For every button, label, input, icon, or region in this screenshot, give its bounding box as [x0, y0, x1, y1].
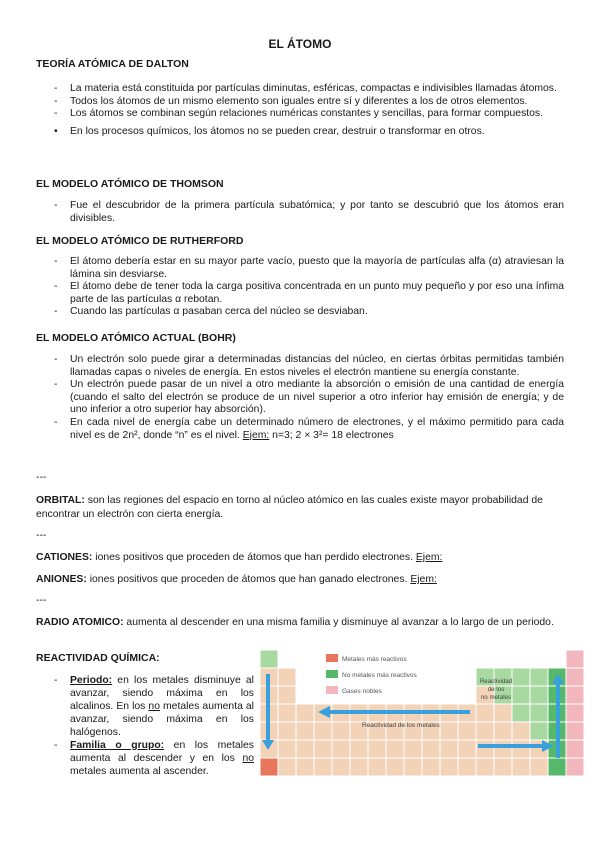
list-item: - Fue el descubridor de la primera partícula subatómica; y por tanto se descubrió que los átomos eran divisibles. [36, 200, 564, 225]
table-cell [422, 740, 440, 758]
reactivity-periodic-table-figure [258, 648, 584, 776]
table-cell [458, 758, 476, 776]
list-item: - Cuando las partículas α pasaban cerca del núcleo se desviaban. [36, 306, 564, 319]
table-cell [476, 704, 494, 722]
legend-nonmetals: No metales más reactivos [342, 672, 417, 679]
aniones-definition [36, 573, 564, 587]
table-cell [494, 740, 512, 758]
separator: --- [36, 472, 47, 483]
table-cell [440, 740, 458, 758]
text: en los metales disminuye al avanzar, siendo máxima en los alcalinos. En los [70, 675, 254, 712]
list-item: - Los átomos se combinan según relaciones numéricas constantes y sencillas, para formar compuestos. [36, 108, 564, 121]
table-cell [278, 686, 296, 704]
table-cell [512, 758, 530, 776]
table-cell [296, 740, 314, 758]
legend-swatch-metals [326, 654, 338, 662]
table-cell [332, 740, 350, 758]
table-cell [494, 722, 512, 740]
definition: aumenta al descender en una misma familia y disminuye al avanzar a lo largo de un periodo. [123, 617, 554, 628]
heading-bohr: EL MODELO ATÓMICO ACTUAL (BOHR) [36, 332, 236, 344]
label-nonmetals-reactivity-line3: no metales [480, 694, 512, 701]
table-cell [314, 758, 332, 776]
list-reactividad [36, 674, 254, 778]
heading-dalton: TEORÍA ATÓMICA DE DALTON [36, 58, 189, 70]
list-bohr [36, 354, 564, 442]
table-cell [512, 722, 530, 740]
table-cell [548, 758, 566, 776]
orbital-definition [36, 494, 564, 521]
table-cell [296, 704, 314, 722]
table-cell [260, 650, 278, 668]
list-item [36, 739, 254, 778]
table-cell [296, 758, 314, 776]
cationes-definition [36, 551, 564, 565]
table-cell [566, 668, 584, 686]
table-cell [260, 758, 278, 776]
legend-noble: Gases nobles [342, 688, 382, 695]
term: RADIO ATOMICO: [36, 617, 124, 628]
example-label: Ejem: [415, 552, 443, 563]
heading-reactividad: REACTIVIDAD QUÍMICA: [36, 652, 160, 664]
list-item: - La materia está constituida por partículas diminutas, esféricas, compactas e indivisibles llamadas átomos. [36, 83, 564, 96]
table-cell [440, 758, 458, 776]
table-cell [278, 740, 296, 758]
definition: iones positivos que proceden de átomos que han ganado electrones. [86, 574, 411, 585]
example-label: Ejem: [242, 429, 270, 441]
table-cell [512, 704, 530, 722]
heading-thomson: EL MODELO ATÓMICO DE THOMSON [36, 178, 224, 190]
list-dalton [36, 83, 564, 138]
table-cell [368, 740, 386, 758]
periodo-label: Periodo: [70, 675, 113, 686]
text: en los metales aumenta al descender y en los [70, 740, 254, 764]
list-rutherford [36, 256, 564, 319]
table-cell [368, 758, 386, 776]
term: ORBITAL: [36, 495, 85, 506]
list-thomson [36, 200, 564, 225]
table-cell [314, 740, 332, 758]
page-title: EL ÁTOMO [268, 37, 332, 51]
table-cell [530, 722, 548, 740]
list-item: • En los procesos químicos, los átomos no se pueden crear, destruir o transformar en otros. [36, 126, 564, 139]
list-item: - Un electrón puede pasar de un nivel a otro mediante la absorción o emisión de una cantidad de energía (cuando el salto del electrón se produce de un nivel superior a otro inferior hay emisión de energía; y de uno inferior a otro superior hay absorción). [36, 379, 564, 417]
definition: iones positivos que proceden de átomos que han perdido electrones. [92, 552, 416, 563]
familia-label: Familia o grupo: [70, 740, 165, 751]
legend-swatch-noble [326, 686, 338, 694]
table-cell [386, 740, 404, 758]
legend-metals: Metales más reactivos [342, 656, 407, 663]
list-item: - Un electrón solo puede girar a determinadas distancias del núcleo, en ciertas órbitas permitidas también llamadas capas o niveles de energía. En estos niveles el electrón mantiene su energía constante. [36, 354, 564, 379]
table-cell [530, 668, 548, 686]
table-cell [530, 758, 548, 776]
list-item: - El átomo debería estar en su mayor parte vacío, puesto que la mayoría de partículas alfa (α) atraviesan la lámina sin desviarse. [36, 256, 564, 281]
table-cell [512, 668, 530, 686]
separator: --- [36, 530, 47, 541]
example-label: Ejem: [410, 574, 437, 585]
item-text: En cada nivel de energía cabe un determinado número de electrones, y el máximo permitido para cada nivel es de 2n², donde “n” es el nivel. [70, 416, 564, 441]
radio-definition [36, 616, 564, 630]
table-cell [422, 758, 440, 776]
list-item [36, 417, 564, 442]
table-cell [476, 740, 494, 758]
text: no [148, 701, 160, 712]
table-cell [566, 650, 584, 668]
table-cell [458, 722, 476, 740]
label-metals-reactivity: Reactividad de los metales [362, 722, 440, 729]
text: metales aumenta al ascender. [70, 766, 209, 777]
table-cell [512, 686, 530, 704]
table-cell [566, 758, 584, 776]
list-item [36, 674, 254, 739]
list-item: - El átomo debe de tener toda la carga positiva concentrada en un punto muy pequeño y por eso una ínfima parte de las partículas α rebotan. [36, 281, 564, 306]
text: metales aumenta al avanzar, siendo máxima en los halógenos. [70, 701, 254, 738]
table-cell [278, 668, 296, 686]
table-cell [332, 758, 350, 776]
table-cell [314, 722, 332, 740]
example-value: n=3; 2 × 3²= 18 electrones [269, 429, 394, 441]
text: no [242, 753, 254, 764]
table-cell [530, 704, 548, 722]
table-cell [296, 722, 314, 740]
table-cell [476, 722, 494, 740]
table-cell [566, 686, 584, 704]
separator: --- [36, 595, 47, 606]
table-cell [278, 722, 296, 740]
term: CATIONES: [36, 552, 93, 563]
table-cell [278, 758, 296, 776]
list-item: - Todos los átomos de un mismo elemento son iguales entre sí y diferentes a los de otros elementos. [36, 96, 564, 109]
table-cell [494, 704, 512, 722]
table-cell [440, 722, 458, 740]
table-cell [566, 722, 584, 740]
table-cell [566, 740, 584, 758]
table-cell [476, 758, 494, 776]
heading-rutherford: EL MODELO ATÓMICO DE RUTHERFORD [36, 235, 244, 247]
definition: son las regiones del espacio en torno al núcleo atómico en las cuales existe mayor probabilidad de encontrar un electrón con cierta energía. [36, 495, 543, 520]
table-cell [494, 758, 512, 776]
legend-swatch-nonmetals [326, 670, 338, 678]
table-cell [332, 722, 350, 740]
table-cell [404, 740, 422, 758]
table-cell [350, 740, 368, 758]
label-nonmetals-reactivity-line2: de los [487, 686, 505, 693]
table-cell [530, 686, 548, 704]
table-cell [350, 758, 368, 776]
table-cell [278, 704, 296, 722]
term: ANIONES: [36, 574, 87, 585]
table-cell [512, 740, 530, 758]
table-cell [404, 758, 422, 776]
table-cell [458, 740, 476, 758]
table-cell [566, 704, 584, 722]
table-cell [386, 758, 404, 776]
label-nonmetals-reactivity-line1: Reactividad [479, 678, 513, 685]
